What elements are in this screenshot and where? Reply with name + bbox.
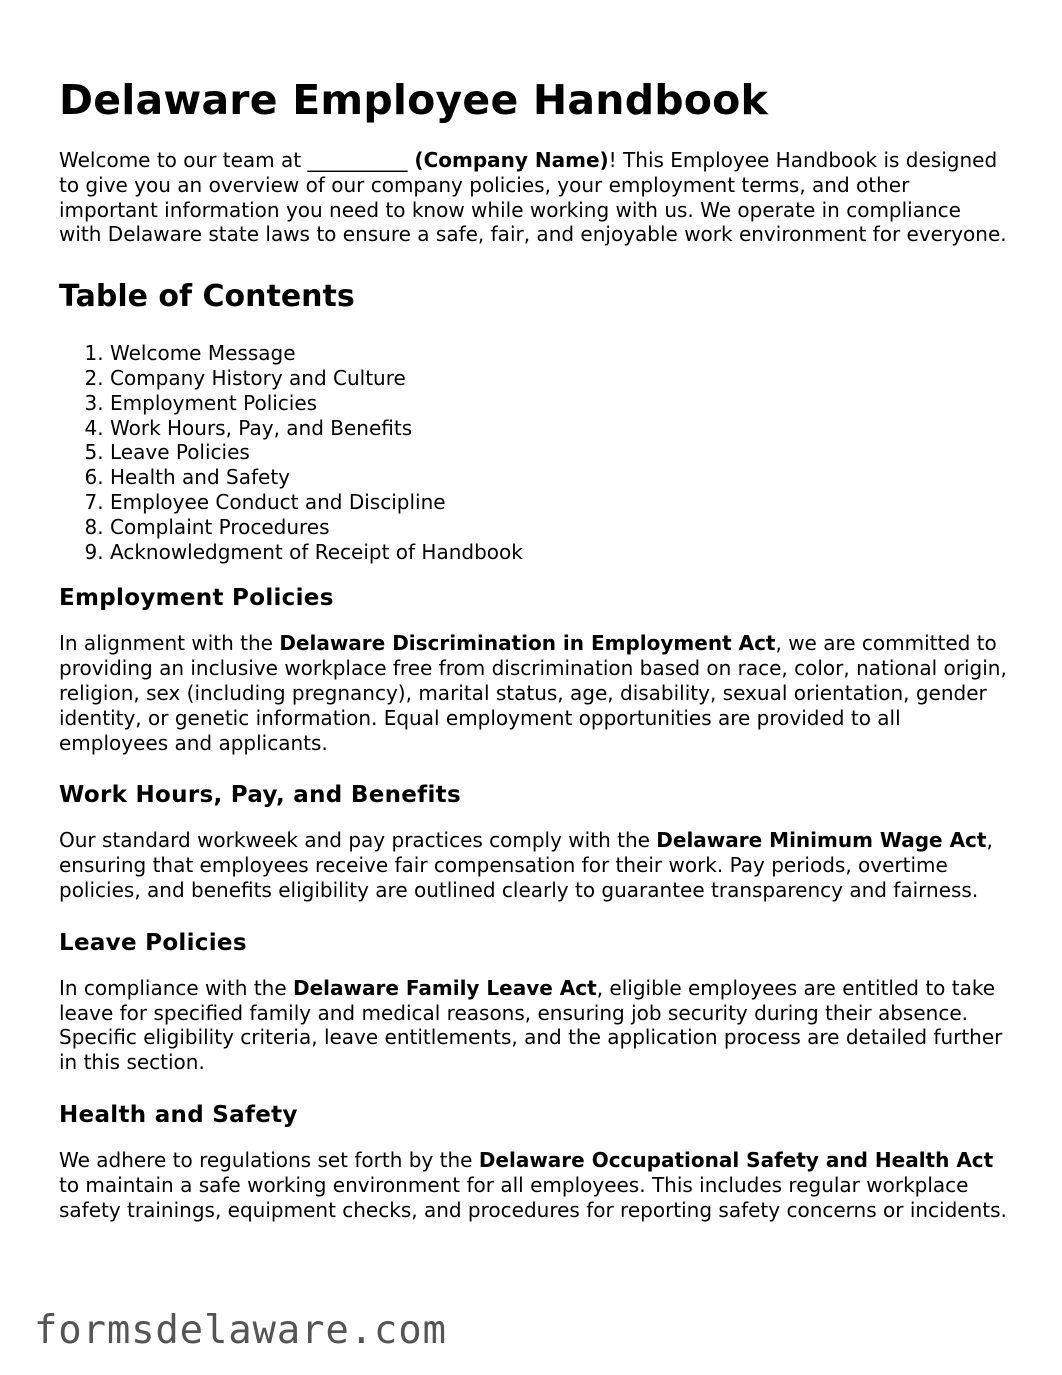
leave-policies-heading: Leave Policies <box>59 929 247 956</box>
law-name: Delaware Discrimination in Employment Act <box>279 631 776 656</box>
employment-policies-paragraph <box>59 631 1009 755</box>
paragraph-text: We adhere to regulations set forth by the <box>59 1147 479 1172</box>
toc-item: 6. Health and Safety <box>110 465 1009 490</box>
toc-item: 5. Leave Policies <box>110 440 1009 465</box>
toc-item: 8. Complaint Procedures <box>110 515 1009 540</box>
company-name-blank: __________ <box>307 148 408 172</box>
employment-policies-heading: Employment Policies <box>59 585 334 612</box>
paragraph-text: to maintain a safe working environment for all employees. This includes regular workplace safety trainings, equipment checks, and procedures for reporting safety concerns or incidents. <box>59 1172 1007 1222</box>
toc-heading: Table of Contents <box>59 279 355 315</box>
toc-item: 4. Work Hours, Pay, and Benefits <box>110 416 1009 441</box>
toc-item: 3. Employment Policies <box>110 391 1009 416</box>
company-name-label: (Company Name) <box>407 148 609 172</box>
law-name: Delaware Occupational Safety and Health Act <box>478 1147 994 1172</box>
work-hours-paragraph <box>59 828 1009 902</box>
site-watermark: formsdelaware.com <box>34 1308 447 1353</box>
intro-prefix: Welcome to our team at <box>59 148 308 172</box>
paragraph-text: , ensuring that employees receive fair compensation for their work. Pay periods, overtime policies, and benefits eligibility are outlined clearly to guarantee transparency and fairness. <box>59 828 993 902</box>
intro-suffix: ! This Employee Handbook is designed to give you an overview of our company policies, your employment terms, and other important information you need to know while working with us. We operate in compliance with Delaware state laws to ensure a safe, fair, and enjoyable work environment for everyone. <box>59 148 1007 247</box>
toc-item: 9. Acknowledgment of Receipt of Handbook <box>110 540 1009 565</box>
toc-list <box>59 341 1009 564</box>
toc-item: 7. Employee Conduct and Discipline <box>110 490 1009 515</box>
paragraph-text: , eligible employees are entitled to take leave for specified family and medical reasons, ensuring job security during their absence. Specific eligibility criteria, leave entitlements, and the application process are detailed further in this section. <box>59 975 1003 1075</box>
health-safety-heading: Health and Safety <box>59 1101 298 1128</box>
toc-item: 1. Welcome Message <box>110 341 1009 366</box>
law-name: Delaware Family Leave Act <box>293 975 597 1000</box>
law-name: Delaware Minimum Wage Act <box>656 828 987 853</box>
document-page <box>59 72 1009 1247</box>
page-title: Delaware Employee Handbook <box>59 76 768 124</box>
toc-item: 2. Company History and Culture <box>110 366 1009 391</box>
health-safety-paragraph <box>59 1148 1009 1222</box>
paragraph-text: In compliance with the <box>59 975 294 1000</box>
leave-policies-paragraph <box>59 976 1009 1075</box>
work-hours-heading: Work Hours, Pay, and Benefits <box>59 782 461 809</box>
paragraph-text: Our standard workweek and pay practices comply with the <box>59 828 657 853</box>
paragraph-text: , we are committed to providing an inclusive workplace free from discrimination based on race, color, national origin, religion, sex (including pregnancy), marital status, age, disability, sexual orientation, gender identity, or genetic information. Equal employment opportunities are provided to all employees and applicants. <box>59 631 1007 755</box>
paragraph-text: In alignment with the <box>59 631 280 656</box>
intro-paragraph <box>59 148 1009 247</box>
